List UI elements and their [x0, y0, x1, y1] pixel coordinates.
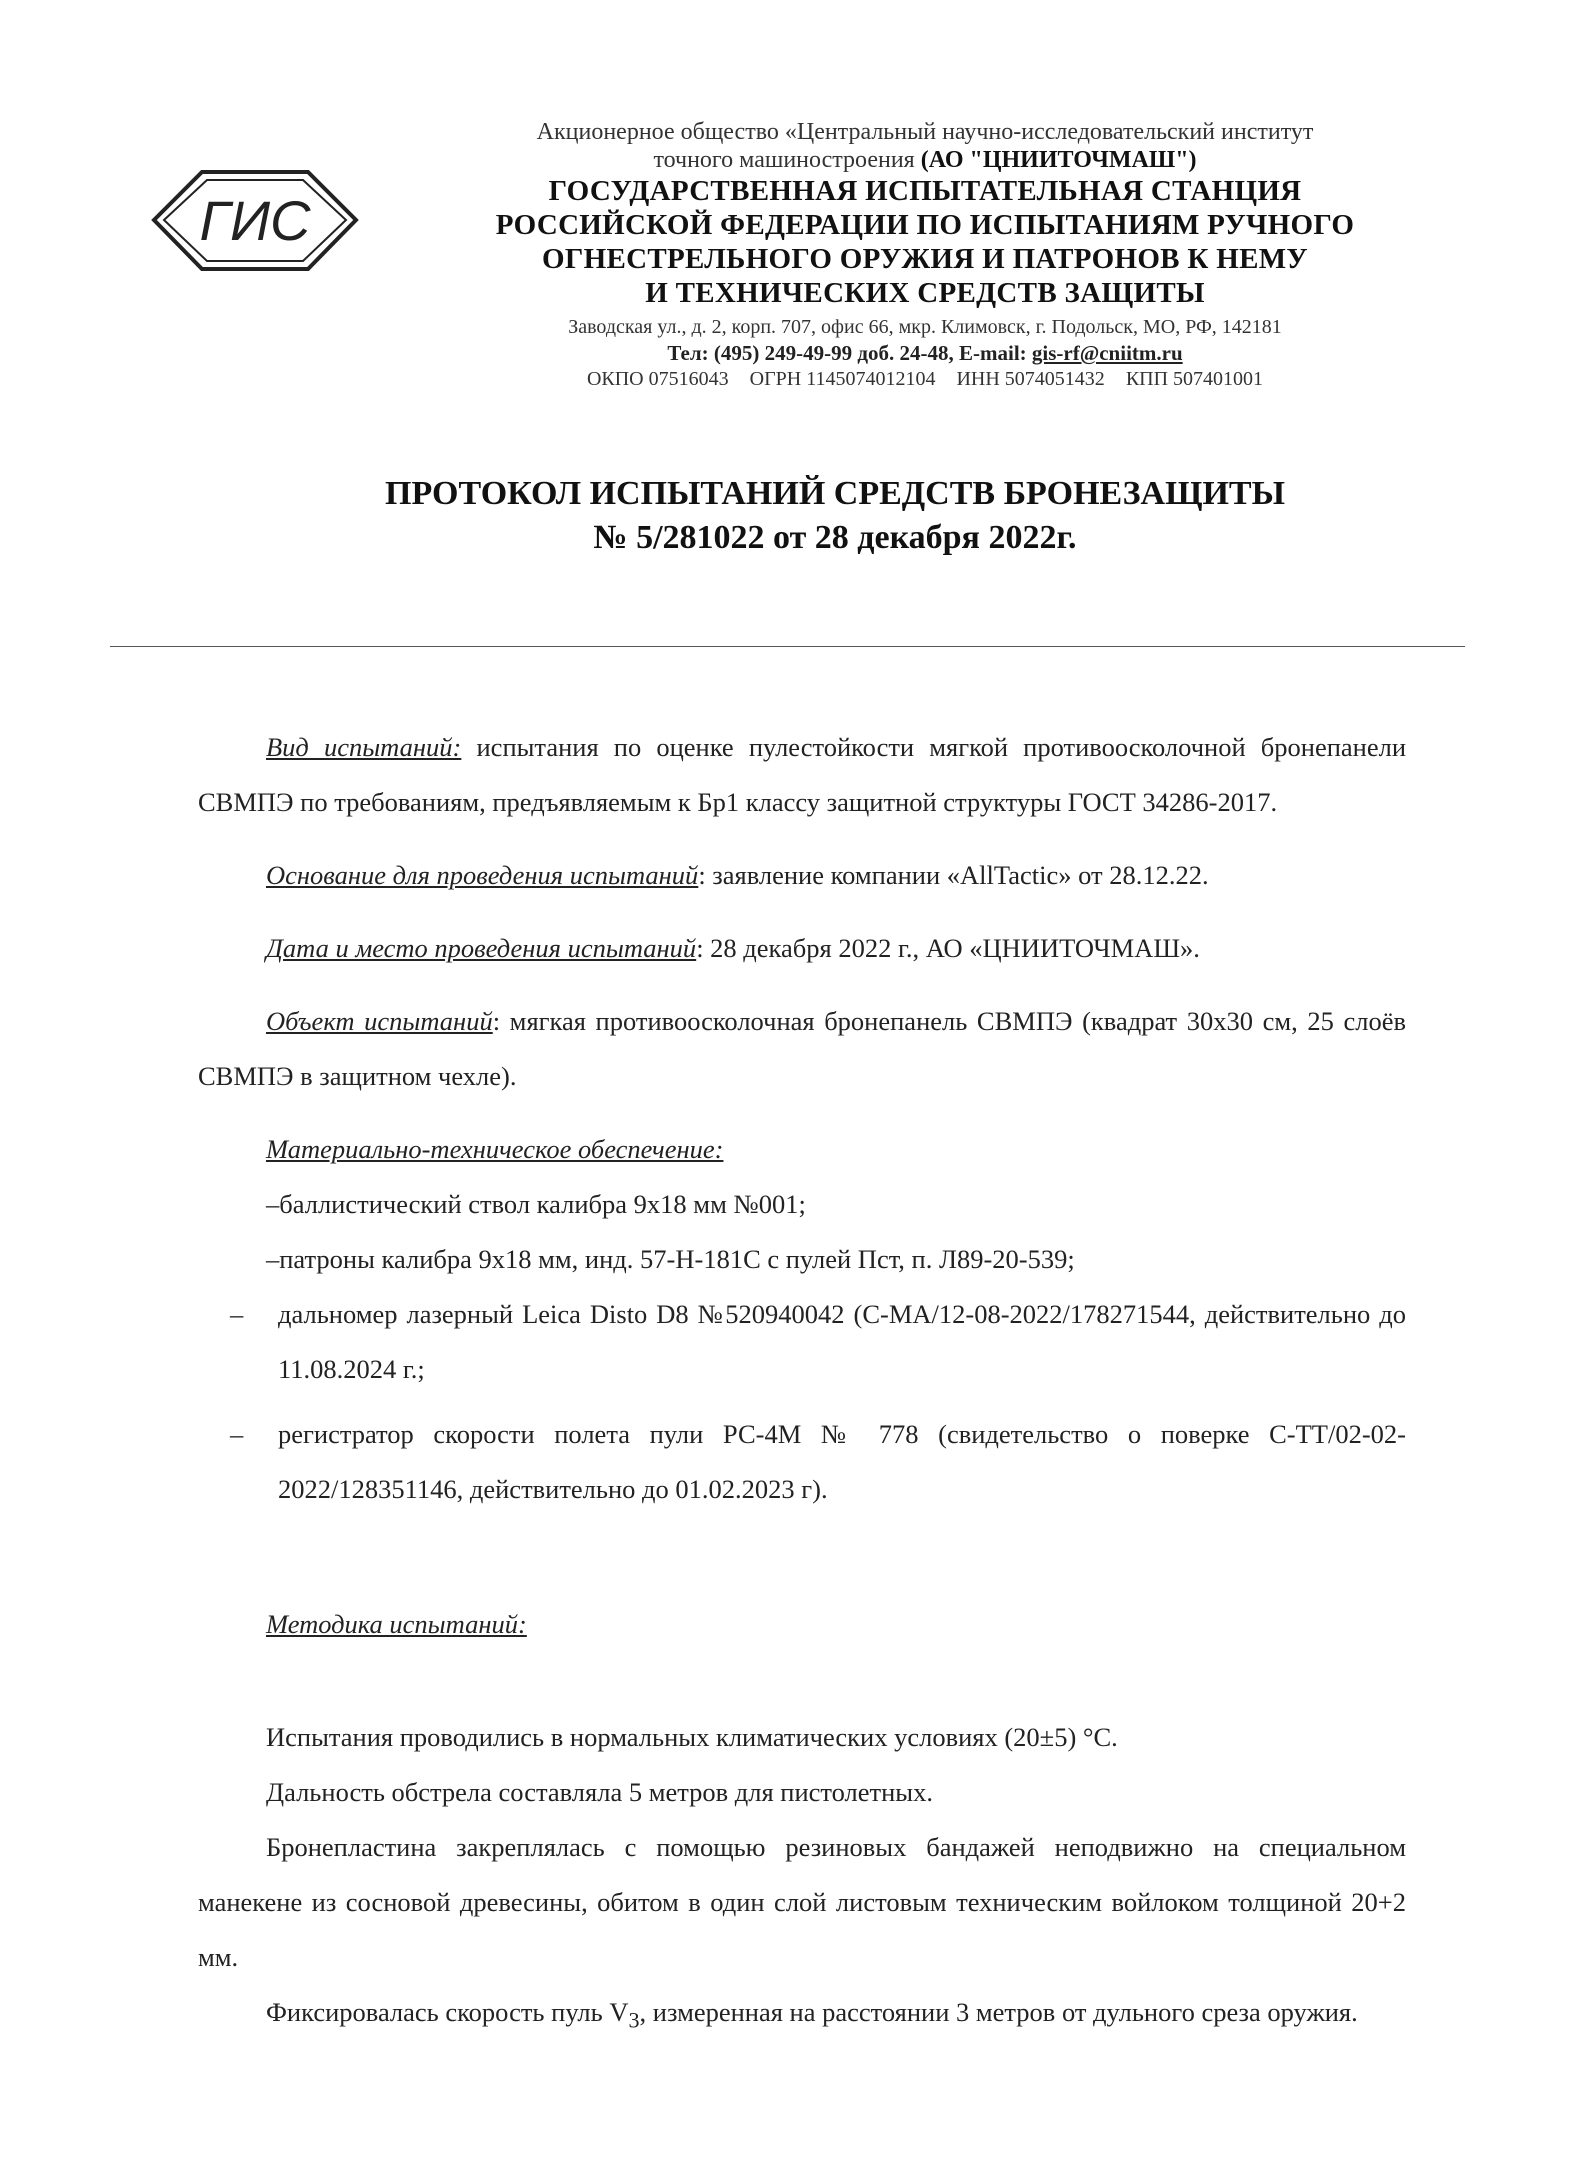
ogrn-code: ОГРН 1145074012104 [749, 368, 936, 390]
support-list [198, 1287, 1406, 1517]
registration-codes [450, 366, 1400, 392]
object-label: Объект испытаний [266, 1006, 493, 1036]
okpo-code: ОКПО 07516043 [586, 368, 729, 390]
letterhead [450, 118, 1400, 392]
method-label: Методика испытаний: [266, 1609, 527, 1639]
gis-logo-emblem [150, 168, 360, 273]
basis-text: : заявление компании «AllTactic» от 28.12.22. [698, 860, 1209, 890]
support-line-2: –патроны калибра 9х18 мм, инд. 57-Н-181С с пулей Пст, п. Л89-20-539; [266, 1244, 1075, 1274]
kpp-code: КПП 507401001 [1125, 368, 1264, 390]
phone: Тел: (495) 249-49-99 доб. 24-48, E-mail: [667, 341, 1027, 365]
basis-paragraph [198, 848, 1406, 903]
object-text: : мягкая противоосколочная бронепанель СВМПЭ (квадрат 30х30 см, 25 слоёв СВМПЭ в защитном чехле). [198, 1006, 1406, 1091]
list-item: – регистратор скорости полета пули РС-4М № 778 (свидетельство о поверке С-ТТ/02-02-2022/128351146, действительно до 01.02.2023 г). [198, 1407, 1406, 1517]
velocity-prefix: Фиксировалась скорость пуль V [266, 1997, 629, 2027]
protocol-heading [200, 472, 1470, 560]
document-body [198, 720, 1406, 2065]
method-heading [266, 1597, 1406, 1652]
station-title-2: РОССИЙСКОЙ ФЕДЕРАЦИИ ПО ИСПЫТАНИЯМ РУЧНОГО [495, 209, 1355, 241]
org-name-line2 [450, 146, 1400, 174]
support-label: Материально-техническое обеспечение: [266, 1134, 724, 1164]
contact-line [450, 340, 1400, 366]
protocol-title: ПРОТОКОЛ ИСПЫТАНИЙ СРЕДСТВ БРОНЕЗАЩИТЫ [385, 475, 1285, 512]
station-title-1: ГОСУДАРСТВЕННАЯ ИСПЫТАТЕЛЬНАЯ СТАНЦИЯ [548, 175, 1302, 207]
address: Заводская ул., д. 2, корп. 707, офис 66, мкр. Климовск, г. Подольск, МО, РФ, 142181 [568, 316, 1282, 338]
velocity-suffix: , измеренная на расстоянии 3 метров от дульного среза оружия. [639, 1997, 1358, 2027]
object-paragraph [198, 994, 1406, 1104]
basis-label: Основание для проведения испытаний [266, 860, 699, 890]
velocity-subscript: 3 [628, 2007, 640, 2033]
divider [110, 646, 1465, 647]
support-line-1: –баллистический ствол калибра 9х18 мм №001; [266, 1189, 806, 1219]
org-name-line1: Акционерное общество «Центральный научно-исследовательский институт [536, 119, 1314, 145]
method-paragraph-2: Дальность обстрела составляла 5 метров для пистолетных. [266, 1777, 933, 1807]
test-type-label: Вид испытаний: [266, 732, 462, 762]
protocol-number: № 5/281022 от 28 декабря 2022г. [593, 519, 1077, 556]
inn-code: ИНН 5074051432 [956, 368, 1105, 390]
date-place-text: : 28 декабря 2022 г., АО «ЦНИИТОЧМАШ». [696, 933, 1200, 963]
method-paragraph-1: Испытания проводились в нормальных климатических условиях (20±5) °С. [266, 1722, 1118, 1752]
test-type-paragraph [198, 720, 1406, 830]
logo-text: ГИС [199, 189, 311, 252]
gis-logo [150, 168, 360, 273]
email-link[interactable]: gis-rf@cniitm.ru [1031, 341, 1183, 365]
station-title-3: ОГНЕСТРЕЛЬНОГО ОРУЖИЯ И ПАТРОНОВ К НЕМУ [542, 243, 1308, 275]
method-paragraph-4 [198, 1985, 1406, 2047]
station-title-4: И ТЕХНИЧЕСКИХ СРЕДСТВ ЗАЩИТЫ [645, 277, 1205, 309]
method-paragraph-3: Бронепластина закреплялась с помощью резиновых бандажей неподвижно на специальном манекене из сосновой древесины, обитом в один слой листовым техническим войлоком толщиной 20+2 мм. [198, 1832, 1406, 1972]
test-type-text: испытания по оценке пулестойкости мягкой противоосколочной бронепанели СВМПЭ по требованиям, предъявляемым к Бр1 классу защитной структуры ГОСТ 34286-2017. [198, 732, 1407, 817]
support-heading [266, 1122, 1406, 1177]
org-name-prefix: точного машиностроения [653, 147, 915, 173]
date-place-paragraph [198, 921, 1406, 976]
org-short-name: (АО "ЦНИИТОЧМАШ") [920, 147, 1197, 173]
date-place-label: Дата и место проведения испытаний [266, 933, 697, 963]
list-item: – дальномер лазерный Leica Disto D8 №520940042 (С-МА/12-08-2022/178271544, действительно до 11.08.2024 г.; [198, 1287, 1406, 1397]
